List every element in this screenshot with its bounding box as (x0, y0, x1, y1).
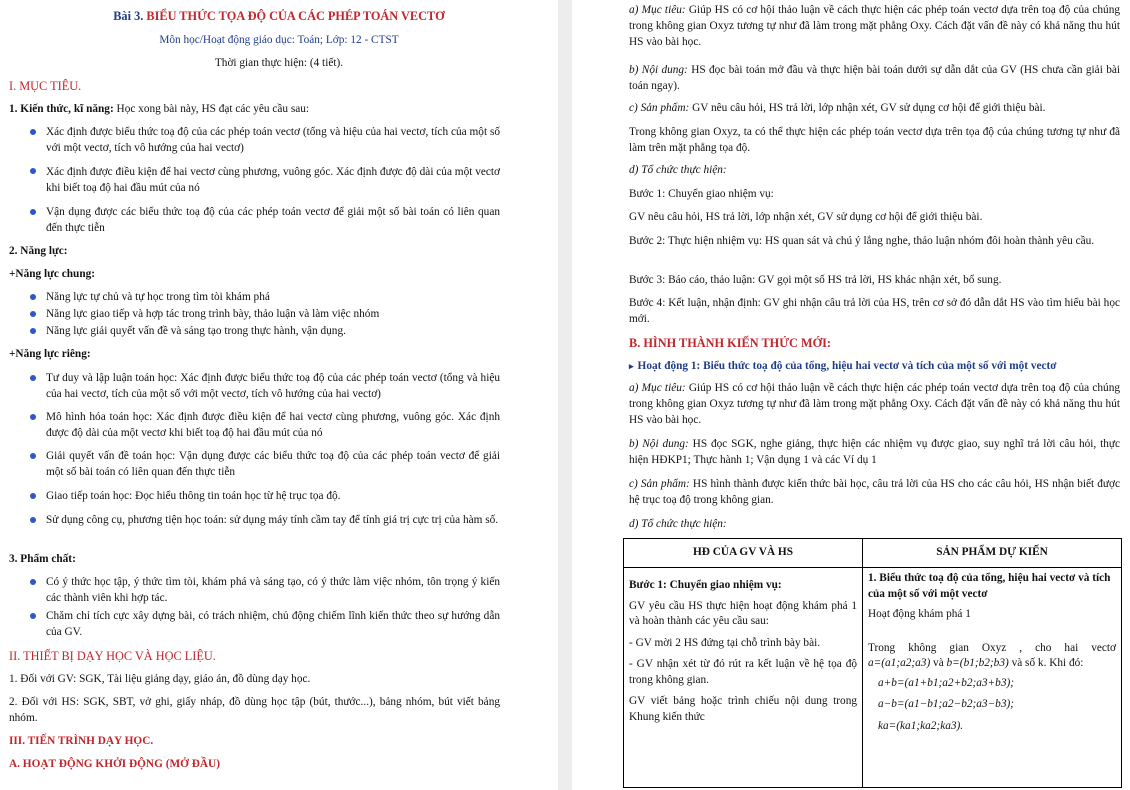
step-1-text: GV nêu câu hỏi, HS trả lời, lớp nhận xét, GV sử dụng cơ hội để giới thiệu bài. (629, 211, 983, 223)
quality-bullet: Có ý thức học tập, ý thức tìm tòi, khám phá và sáng tạo, có ý thức làm việc nhóm, tôn trọng ý kiến các thành viên khi hợp tác. (46, 576, 500, 604)
heading-specific-competence: +Năng lực riêng: (9, 348, 91, 360)
step-2: Bước 2: Thực hiện nhiệm vụ: HS quan sát và chú ý lắng nghe, thảo luận nhóm đôi hoàn thành yêu cầu. (629, 235, 1095, 247)
bullet-icon (30, 168, 36, 174)
formula-definition (868, 656, 1116, 672)
specific-bullet: Mô hình hóa toán học: Xác định được điều kiện để hai vectơ cùng phương, vuông góc. Xác định được độ dài của một vectơ khi biết toạ độ hai đầu mút của nó (46, 411, 500, 439)
formula-scalar: ka=(ka1;ka2;ka3). (878, 719, 964, 732)
heading-competence: 2. Năng lực: (9, 245, 68, 257)
bullet-icon (30, 579, 36, 585)
formula-tail: và số k. Khi đó: (1008, 657, 1084, 669)
knowledge-line (9, 101, 309, 117)
lesson-number: Bài 3. (113, 9, 147, 23)
formula-connector: và (930, 657, 947, 669)
formula-sum: a+b=(a1+b1;a2+b2;a3+b3); (878, 676, 1015, 689)
knowledge-bullet: Xác định được biểu thức toạ độ của các phép toán vectơ (tổng và hiệu của hai vectơ, tích của một số với một vectơ, tích vô hướng của hai vectơ) (46, 126, 500, 154)
general-bullet: Năng lực giao tiếp và hợp tác trong trình bày, thảo luận và làm việc nhóm (46, 308, 380, 320)
product-label: c) Sản phẩm: (629, 102, 693, 114)
table-header-cell: HĐ CỦA GV VÀ HS (624, 539, 863, 568)
knowledge-label: 1. Kiến thức, kĩ năng: (9, 103, 117, 115)
table-header-cell: SẢN PHẨM DỰ KIẾN (863, 539, 1122, 568)
duration-line: Thời gian thực hiện: (4 tiết). (214, 57, 344, 69)
bullet-icon (30, 209, 36, 215)
bullet-icon (30, 328, 36, 334)
table-right-subtitle: Hoạt động khám phá 1 (868, 608, 971, 620)
activity-1-goal-text: Giúp HS có cơ hội thảo luận về cách thực hiện các phép toán vectơ dựa trên toạ độ của chúng trong không gian Oxyz tương tự như đã làm trong mặt phẳng Oxy. Cách đặt vấn đề này có khả năng thu hút HS vào bài học. (629, 382, 1120, 426)
bullet-icon (30, 453, 36, 459)
content-paragraph (629, 62, 1120, 94)
table-left-paragraph: - GV mời 2 HS đứng tại chỗ trình bày bài. (629, 636, 821, 649)
knowledge-text: Học xong bài này, HS đạt các yêu cầu sau: (116, 103, 310, 115)
heading-general-competence: +Năng lực chung: (9, 268, 96, 280)
product-text: GV nêu câu hỏi, HS trả lời, lớp nhận xét, GV sử dụng cơ hội để giới thiệu bài. (692, 102, 1046, 114)
lesson-title (0, 8, 558, 24)
heading-qualities: 3. Phẩm chất: (9, 553, 76, 565)
bullet-icon (30, 613, 36, 619)
activity-table (623, 538, 1122, 788)
general-bullet: Năng lực tự chủ và tự học trong tìm tòi khám phá (46, 291, 270, 303)
heading-equipment: II. THIẾT BỊ DẠY HỌC VÀ HỌC LIỆU. (9, 649, 216, 663)
knowledge-bullet: Xác định được điều kiện để hai vectơ cùng phương, vuông góc. Xác định được độ dài của một vectơ khi biết toạ độ hai đầu mút của nó (46, 166, 500, 194)
document-page-1 (0, 0, 558, 790)
organization-label: d) Tổ chức thực hiện: (629, 164, 727, 176)
bullet-icon (30, 311, 36, 317)
arrow-icon: ▸ (629, 361, 634, 371)
quality-bullet: Chăm chỉ tích cực xây dựng bài, có trách nhiệm, chủ động chiếm lĩnh kiến thức theo sự hướng dẫn của GV. (46, 610, 500, 638)
heading-activity-a: A. HOẠT ĐỘNG KHỞI ĐỘNG (MỞ ĐẦU) (9, 758, 220, 770)
bullet-icon (30, 493, 36, 499)
specific-bullet: Sử dụng công cụ, phương tiện học toán: sử dụng máy tính cầm tay để tính giá trị cực trị của hàm số. (46, 514, 499, 526)
subject-line: Môn học/Hoạt động giáo dục: Toán; Lớp: 12 - CTST (159, 34, 399, 46)
specific-bullet: Giải quyết vấn đề toán học: Vận dụng được các biểu thức toạ độ của các phép toán vectơ để giải một số bài toán có liên quan đến thực tiễn (46, 450, 500, 478)
table-step-label: Bước 1: Chuyển giao nhiệm vụ: (629, 579, 782, 591)
table-left-paragraph: GV viết bảng hoặc trình chiếu nội dung trong Khung kiến thức (629, 695, 857, 723)
table-left-paragraph: GV yêu cầu HS thực hiện hoạt động khám phá 1 và hoàn thành các yêu cầu sau: (629, 599, 857, 627)
heading-objectives: I. MỤC TIÊU. (9, 79, 82, 93)
lesson-name: BIỂU THỨC TỌA ĐỘ CỦA CÁC PHÉP TOÁN VECTƠ (146, 9, 445, 23)
formula-difference: a−b=(a1−b1;a2−b2;a3−b3); (878, 698, 1015, 710)
table-header-row (624, 539, 1122, 568)
table-left-paragraph: - GV nhận xét từ đó rút ra kết luận về hệ tọa độ trong không gian. (629, 658, 857, 686)
goal-paragraph (629, 2, 1120, 50)
content-text: HS đọc bài toán mở đầu và thực hiện bài toán dưới sự dẫn dắt của GV (HS chưa cần giải bài toán ngay). (629, 64, 1120, 92)
bullet-icon (30, 414, 36, 420)
knowledge-bullet: Vận dụng được các biểu thức toạ độ của các phép toán vectơ để giải một số bài toán có liên quan đến thực tiễn (46, 206, 500, 234)
activity-1-title: Hoạt động 1: Biểu thức toạ độ của tổng, hiệu hai vectơ và tích của một số với một vectơ (637, 360, 1057, 372)
bullet-icon (30, 129, 36, 135)
step-4: Bước 4: Kết luận, nhận định: GV ghi nhận câu trả lời của HS, trên cơ sở đó dẫn dắt HS vào tìm hiểu bài học mới. (629, 297, 1120, 325)
step-1: Bước 1: Chuyển giao nhiệm vụ: (629, 188, 774, 200)
vector-a: a=(a1;a2;a3) (868, 657, 931, 669)
table-right-title: 1. Biểu thức toạ độ của tổng, hiệu hai vectơ và tích của một số với một vectơ (868, 572, 1111, 600)
equipment-teacher: 1. Đối với GV: SGK, Tài liệu giảng dạy, giáo án, đồ dùng dạy học. (9, 673, 311, 685)
activity-1-goal (629, 380, 1120, 428)
bullet-icon (30, 517, 36, 523)
product-paragraph (629, 100, 1045, 116)
step-3: Bước 3: Báo cáo, thảo luận: GV gọi một số HS trả lời, HS khác nhận xét, bổ sung. (629, 274, 1002, 286)
table-right-paragraph: Trong không gian Oxyz , cho hai vectơ (868, 641, 1116, 654)
equipment-students: 2. Đối với HS: SGK, SBT, vở ghi, giấy nháp, đồ dùng học tập (bút, thước...), bảng nhóm, bút viết bảng nhóm. (9, 696, 500, 724)
activity-1-product (629, 476, 1120, 508)
heading-section-b: B. HÌNH THÀNH KIẾN THỨC MỚI: (629, 336, 832, 350)
table-row (624, 568, 1122, 788)
oxyz-paragraph: Trong không gian Oxyz, ta có thể thực hiện các phép toán vectơ dựa trên tọa độ của chúng tương tự như đã làm trên mặt phẳng tọa độ. (629, 126, 1120, 154)
document-page-2 (572, 0, 1130, 790)
bullet-icon (30, 375, 36, 381)
goal-text: Giúp HS có cơ hội thảo luận về cách thực hiện các phép toán vectơ dựa trên toạ độ của chúng trong không gian Oxyz tương tự như đã làm trong mặt phẳng Oxy. Cách đặt vấn đề này có khả năng thu hút HS vào bài học. (629, 4, 1120, 48)
content-label: b) Nội dung: (629, 64, 692, 76)
activity-1-product-label: c) Sản phẩm: (629, 478, 693, 490)
table-cell-products (863, 568, 1122, 788)
activity-1-product-text: HS hình thành được kiến thức bài học, câu trả lời của HS cho các câu hỏi, HS nhận biết được hệ trục toạ độ trong không gian. (629, 478, 1121, 506)
activity-1-heading (629, 358, 1057, 374)
table-cell-activities (624, 568, 863, 788)
heading-process: III. TIẾN TRÌNH DẠY HỌC. (9, 735, 154, 747)
specific-bullet: Giao tiếp toán học: Đọc hiểu thông tin toán học từ hệ trục tọa độ. (46, 490, 341, 502)
activity-1-content-label: b) Nội dung: (629, 438, 693, 450)
goal-label: a) Mục tiêu: (629, 4, 689, 16)
vector-b: b=(b1;b2;b3) (946, 657, 1009, 669)
activity-1-content (629, 436, 1120, 468)
activity-1-content-text: HS đọc SGK, nghe giảng, thực hiện các nhiệm vụ được giao, suy nghĩ trả lời câu hỏi, thực hiện HĐKP1; Thực hành 1; Vận dụng 1 và các Ví dụ 1 (629, 438, 1120, 466)
activity-1-goal-label: a) Mục tiêu: (629, 382, 689, 394)
activity-1-organization-label: d) Tổ chức thực hiện: (629, 518, 727, 530)
general-bullet: Năng lực giải quyết vấn đề và sáng tạo trong thực hành, vận dụng. (46, 325, 346, 337)
bullet-icon (30, 294, 36, 300)
specific-bullet: Tư duy và lập luận toán học: Xác định được biểu thức toạ độ của các phép toán vectơ (tổng và hiệu của hai vectơ, tích của một số với một vectơ, tích vô hướng của hai vectơ) (46, 372, 500, 400)
